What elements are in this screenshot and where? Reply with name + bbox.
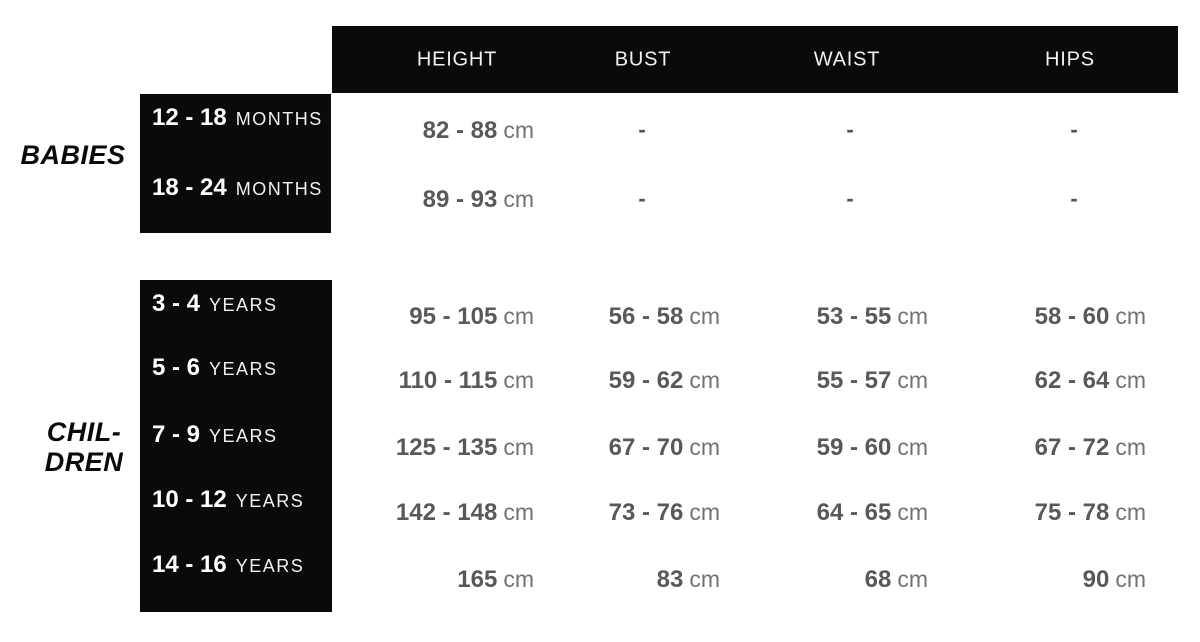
value-unit: cm (1115, 367, 1146, 393)
value-number: 89 - 93 (422, 186, 498, 213)
value-unit: cm (897, 434, 928, 460)
value-number: 75 - 78 (1034, 499, 1110, 526)
value-unit: cm (689, 566, 720, 592)
value-number: 165 (457, 566, 498, 593)
age-row-babies-1 (152, 174, 323, 205)
cell-babies-0-hips (1070, 116, 1077, 147)
age-range: 3 - 4 (152, 290, 201, 317)
age-range: 10 - 12 (152, 486, 227, 513)
value-number: 67 - 72 (1034, 434, 1110, 461)
cell-children-3-height (396, 498, 534, 530)
empty-value-dash: - (1070, 186, 1078, 211)
group-label-babies (8, 140, 138, 170)
value-unit: cm (1115, 566, 1146, 592)
age-unit-label: YEARS (209, 295, 278, 315)
value-number: 110 - 115 (398, 367, 498, 394)
age-row-children-0 (152, 290, 278, 321)
babies-age-box (140, 94, 331, 233)
value-number: 62 - 64 (1034, 367, 1110, 394)
age-row-children-2 (152, 421, 278, 452)
value-number: 56 - 58 (608, 303, 684, 330)
age-unit-label: MONTHS (235, 179, 323, 199)
value-number: 82 - 88 (422, 117, 498, 144)
cell-children-2-hips (1035, 433, 1146, 465)
table-header-bar (332, 26, 1178, 93)
column-header-hips: HIPS (1045, 48, 1095, 70)
value-unit: cm (503, 303, 534, 329)
cell-children-0-hips (1035, 302, 1146, 334)
age-unit-label: MONTHS (235, 109, 323, 129)
cell-children-2-waist (817, 433, 928, 465)
cell-children-0-bust (609, 302, 720, 334)
value-number: 59 - 62 (608, 367, 684, 394)
value-unit: cm (897, 367, 928, 393)
empty-value-dash: - (1070, 117, 1078, 142)
cell-babies-1-height (423, 185, 534, 217)
value-number: 142 - 148 (395, 499, 498, 526)
age-range: 14 - 16 (152, 551, 227, 578)
column-header-waist: WAIST (813, 48, 881, 70)
cell-babies-0-height (423, 116, 534, 148)
cell-babies-1-hips (1070, 185, 1077, 216)
age-row-children-3 (152, 486, 304, 517)
value-unit: cm (689, 303, 720, 329)
value-number: 83 (656, 566, 684, 593)
group-label-children (14, 417, 154, 477)
value-unit: cm (897, 499, 928, 525)
age-row-babies-0 (152, 104, 323, 135)
cell-children-0-waist (817, 302, 928, 334)
cell-children-1-height (399, 366, 534, 398)
value-number: 64 - 65 (816, 499, 892, 526)
cell-children-1-waist (817, 366, 928, 398)
empty-value-dash: - (638, 186, 646, 211)
value-number: 67 - 70 (608, 434, 684, 461)
age-range: 12 - 18 (152, 104, 227, 131)
value-number: 55 - 57 (816, 367, 892, 394)
age-unit-label: YEARS (235, 491, 305, 511)
cell-children-4-height (457, 565, 534, 597)
column-header-bust: BUST (614, 48, 672, 70)
cell-children-2-height (396, 433, 534, 465)
age-range: 5 - 6 (152, 354, 201, 381)
value-unit: cm (503, 499, 534, 525)
value-number: 73 - 76 (608, 499, 684, 526)
column-header-height: HEIGHT (416, 48, 498, 70)
cell-babies-0-bust (638, 116, 645, 147)
group-label-children-line1: CHIL- (46, 417, 122, 447)
age-unit-label: YEARS (209, 426, 278, 446)
cell-children-3-bust (609, 498, 720, 530)
cell-children-3-waist (817, 498, 928, 530)
cell-children-1-bust (609, 366, 720, 398)
cell-children-3-hips (1035, 498, 1146, 530)
empty-value-dash: - (846, 186, 854, 211)
value-unit: cm (503, 117, 534, 143)
value-number: 125 - 135 (395, 434, 498, 461)
value-unit: cm (689, 499, 720, 525)
cell-babies-1-waist (846, 185, 853, 216)
value-number: 68 (864, 566, 892, 593)
cell-babies-1-bust (638, 185, 645, 216)
value-unit: cm (503, 434, 534, 460)
value-unit: cm (689, 367, 720, 393)
value-number: 90 (1082, 566, 1110, 593)
value-unit: cm (1115, 499, 1146, 525)
age-unit-label: YEARS (235, 556, 305, 576)
value-number: 59 - 60 (816, 434, 892, 461)
cell-babies-0-waist (846, 116, 853, 147)
group-label-children-line2: DREN (44, 447, 124, 477)
age-unit-label: YEARS (209, 359, 278, 379)
value-unit: cm (1115, 434, 1146, 460)
value-unit: cm (503, 186, 534, 212)
age-range: 18 - 24 (152, 174, 227, 201)
group-label-babies-text: BABIES (20, 140, 126, 170)
cell-children-4-hips (1083, 565, 1146, 597)
cell-children-2-bust (609, 433, 720, 465)
value-unit: cm (897, 303, 928, 329)
value-unit: cm (1115, 303, 1146, 329)
cell-children-4-bust (657, 565, 720, 597)
value-unit: cm (897, 566, 928, 592)
value-number: 95 - 105 (409, 303, 498, 330)
value-unit: cm (503, 367, 534, 393)
age-row-children-1 (152, 354, 278, 385)
value-unit: cm (503, 566, 534, 592)
value-number: 58 - 60 (1034, 303, 1110, 330)
age-row-children-4 (152, 551, 304, 582)
empty-value-dash: - (846, 117, 854, 142)
cell-children-1-hips (1035, 366, 1146, 398)
age-range: 7 - 9 (152, 421, 201, 448)
value-unit: cm (689, 434, 720, 460)
children-age-box (140, 280, 332, 612)
empty-value-dash: - (638, 117, 646, 142)
cell-children-0-height (409, 302, 534, 334)
value-number: 53 - 55 (816, 303, 892, 330)
cell-children-4-waist (865, 565, 928, 597)
